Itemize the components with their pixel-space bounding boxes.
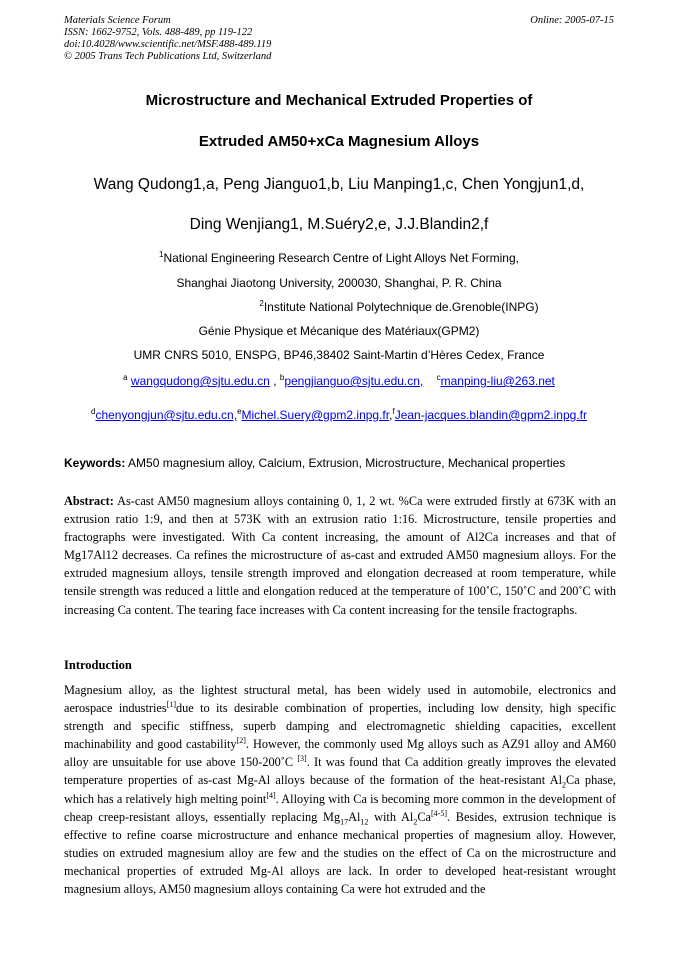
citation: [2]	[236, 736, 246, 746]
affiliation-2-line-3: UMR CNRS 5010, ENSPG, BP46,38402 Saint-Martin d’Hères Cedex, France	[133, 348, 545, 362]
introduction-body: Magnesium alloy, as the lightest structural metal, has been widely used in automobile, electronics and aerospace industries[1]due to its desirable combination of properties, including low density, high specific strength and specific stiffness, superb damping and electromagnetic shielding capacities, excellent machinability and good castability[2]. However, the commonly used Mg alloys such as AZ91 alloy and AM60 alloy are unsuitable for use above 150-200˚C [3]. It was found that Ca addition greatly improves the elevated temperature properties of as-cast Mg-Al alloys because of the formation of the heat-resistant $Al_2Ca$ phase, which has a relatively high melting point[4]. Alloying with Ca is becoming more common in the development of cheap creep-resistant alloys, essentially replacing $Mg_{17}Al_{12}$ with $Al_2Ca[4-5]$. Besides, extrusion technique is effective to refine coarse microstructure and enhance mechanical properties of magnesium alloy. However, studies on extruded magnesium alloy are few and the studies on the effect of Ca on the microstructure and mechanical properties of extruded Mg-Al alloys are lack. In order to developed heat-resistant wrought magnesium alloys, AM50 magnesium alloys containing Ca were hot extruded and the	[64, 683, 616, 897]
email-link-a[interactable]: wangqudong@sjtu.edu.cn	[130, 374, 270, 388]
email-link-d[interactable]: chenyongjun@sjtu.edu.cn,	[95, 408, 238, 422]
abstract	[64, 492, 616, 619]
affiliation-sup: 2	[259, 299, 264, 308]
email-link-c[interactable]: manping-liu@263.net	[440, 374, 555, 388]
citation: [4]	[266, 790, 276, 800]
introduction-heading: Introduction	[64, 658, 132, 672]
authors-line-2: Ding Wenjiang1, M.Suéry2,e, J.J.Blandin2,f	[189, 216, 489, 233]
keywords-text: AM50 magnesium alloy, Calcium, Extrusion, Microstructure, Mechanical properties	[128, 456, 566, 470]
publication-info	[64, 15, 271, 63]
citation: [1]	[166, 700, 176, 709]
email-row-1: $^a$ wangqudong@sjtu.edu.cn , $^b$pengjianguo@sjtu.edu.cn, $^c$manping-liu@263.net	[123, 373, 555, 388]
abstract-label: Abstract:	[64, 494, 114, 508]
email-row-2: $^d$chenyongjun@sjtu.edu.cn,$^e$Michel.Suery@gpm2.inpg.fr,$^f$Jean-jacques.blandin@gpm2.inpg.fr	[91, 407, 587, 422]
affiliation-2-line-1: $^2$Institute National Polytechnique de.Grenoble(INPG)	[259, 299, 539, 314]
affiliation-1-line-2: Shanghai Jiaotong University, 200030, Shanghai, P. R. China	[176, 276, 502, 290]
online-date: Online: 2005-07-15	[530, 15, 614, 26]
citation: [4-5]	[430, 808, 447, 818]
affiliation-1-line-1: $^1$National Engineering Research Centre of Light Alloys Net Forming,	[159, 250, 519, 265]
keywords	[64, 456, 616, 470]
keywords-label: Keywords:	[64, 456, 126, 470]
citation: [3]	[297, 754, 307, 764]
email-link-b[interactable]: pengjianguo@sjtu.edu.cn,	[284, 374, 424, 388]
email-link-e[interactable]: Michel.Suery@gpm2.inpg.fr	[241, 408, 390, 422]
copyright: © 2005 Trans Tech Publications Ltd, Switzerland	[64, 51, 272, 62]
email-link-f[interactable]: Jean-jacques.blandin@gpm2.inpg.fr	[394, 408, 587, 422]
doi: doi:10.4028/www.scientific.net/MSF.488-489.119	[64, 39, 272, 50]
issn: ISSN: 1662-9752, Vols. 488-489, pp 119-122	[64, 27, 253, 38]
affiliation-sup: 1	[159, 250, 164, 259]
journal-name: Materials Science Forum	[64, 15, 171, 26]
abstract-text: As-cast AM50 magnesium alloys containing 0, 1, 2 wt. %Ca were extruded firstly at 673K with an extrusion ratio 1:9, and then at 573K with an extrusion ratio 1:16. Microstructure, tensile properties and fractographs were investigated. With Ca content increasing, the amount of Al2Ca increases and that of Mg17Al12 decreases. Ca refines the microstructure of as-cast and extruded AM50 magnesium alloys. For the extruded magnesium alloys, tensile strength improved and elongation decreased at room temperature, while tensile strength was reduced a little and elongation reduced at the temperature of 100˚C, 150˚C and 200˚C with increasing Ca content. The tearing face increases with Ca content increasing for the tensile fractographs.	[64, 494, 616, 617]
title-line-2: Extruded AM50+xCa Magnesium Alloys	[198, 133, 480, 150]
affiliation-2-line-2: Génie Physique et Mécanique des Matériaux(GPM2)	[198, 324, 480, 338]
title-line-1: Microstructure and Mechanical Extruded Properties of	[145, 92, 533, 109]
authors-line-1: Wang Qudong1,a, Peng Jianguo1,b, Liu Manping1,c, Chen Yongjun1,d,	[93, 176, 585, 193]
